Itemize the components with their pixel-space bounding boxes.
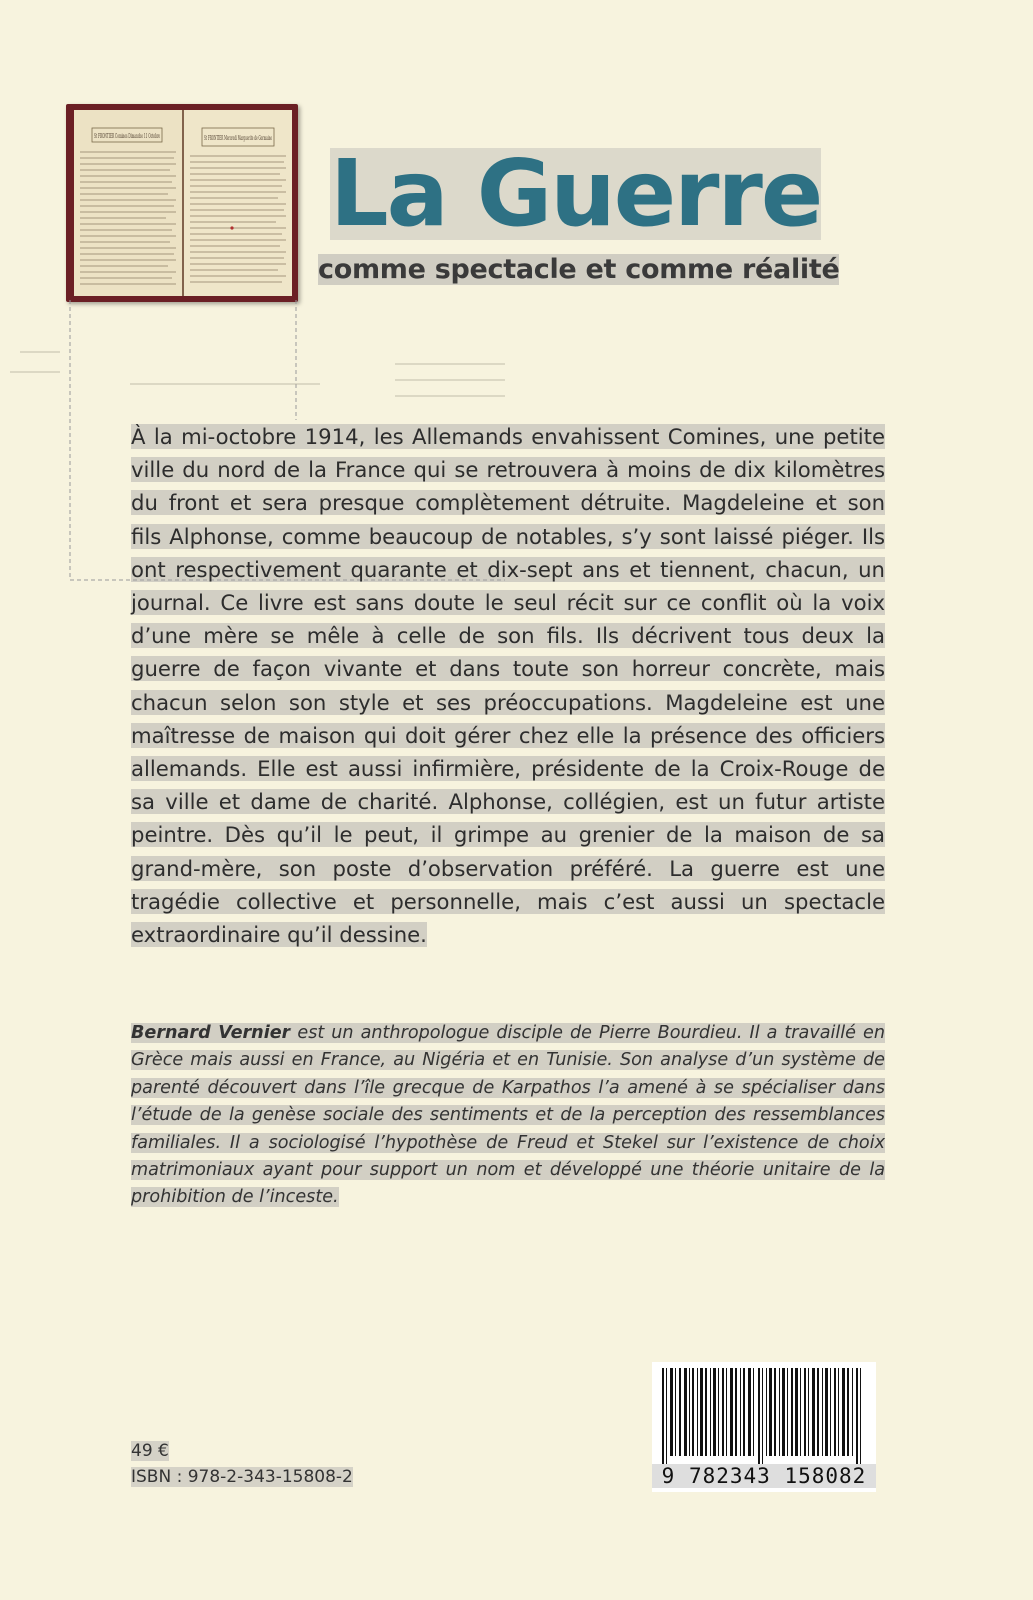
author-bio-text: est un anthropologue disciple de Pierre Bourdieu. Il a travaillé en Grèce mais aussi en France, au Nigéria et en Tunisie. Son analyse d’un système de parenté découvert dans l’île grecque de Karpathos l’a amené à se spécialiser dans l’étude de la genèse sociale des sentiments et de la perception des ressemblances familiales. Il a sociologisé l’hypothèse de Freud et Stekel sur l’existence de choix matrimoniaux ayant pour support un nom et développé une théorie unitaire de la prohibition de l’inceste. xyxy=(131,1023,885,1208)
book-subtitle: comme spectacle et comme réalité xyxy=(318,254,840,285)
book-title: La Guerre xyxy=(330,140,822,247)
book-summary xyxy=(131,420,885,951)
barcode-digits: 9 782343 158082 xyxy=(652,1464,876,1488)
journal-photo xyxy=(66,104,298,302)
author-name: Bernard Vernier xyxy=(131,1023,291,1043)
barcode xyxy=(652,1362,876,1492)
journal-left-heading: St FRONTIER Comines Dimanche 11 Octobre xyxy=(94,133,161,140)
summary-text: À la mi-octobre 1914, les Allemands envahissent Comines, une petite ville du nord de la France qui se retrouvera à moins de dix kilomètres du front et sera presque complètement détruite. Magdeleine et son fils Alphonse, comme beaucoup de notables, s’y sont laissé piéger. Ils ont respectivement quarante et dix-sept ans et tiennent, chacun, un journal. Ce livre est sans doute le seul récit sur ce conflit où la voix d’une mère se mêle à celle de son fils. Ils décrivent tous deux la guerre de façon vivante et dans toute son horreur concrète, mais chacun selon son style et ses préoccupations. Magdeleine est une maîtresse de maison qui doit gérer chez elle la présence des officiers allemands. Elle est aussi infirmière, présidente de la Croix-Rouge de sa ville et dame de charité. Alphonse, collégien, est un futur artiste peintre. Dès qu’il le peut, il grimpe au grenier de la maison de sa grand-mère, son poste d’observation préféré. La guerre est une tragédie collective et personnelle, mais c’est aussi un spectacle extraordinaire qu’il dessine. xyxy=(131,424,885,948)
isbn: ISBN : 978-2-343-15808-2 xyxy=(131,1467,353,1487)
journal-right-heading: St FRONTIER Mercredi Marguerite de Gormaine xyxy=(204,135,273,142)
author-bio xyxy=(131,1020,885,1212)
price: 49 € xyxy=(131,1441,169,1461)
barcode-bars xyxy=(652,1362,876,1466)
